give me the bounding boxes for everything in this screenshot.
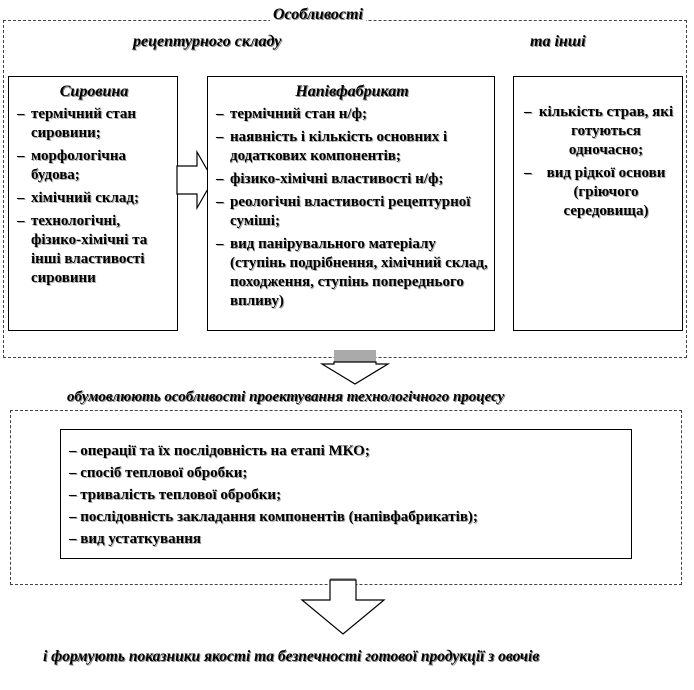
list-item: – тривалість теплової обробки; <box>69 487 282 503</box>
semi-product-title: Напівфабрикат <box>295 83 409 100</box>
list-item: – фізико-хімічні властивості н/ф; <box>216 170 488 189</box>
list-item: – наявність і кількість основних і додаткових компонентів; <box>216 128 488 166</box>
footer-title: і формують показники якості та безпечності готової продукції з овочів <box>43 648 540 665</box>
list-item: – технологічні, фізико-хімічні та інші властивості сировини <box>17 212 171 288</box>
list-item: – вид устаткування <box>69 531 201 547</box>
list-item: – кількість страв, які готуються одночасно; <box>524 103 674 160</box>
list-item: – вид рідкої основи (гріючого середовища) <box>524 164 674 221</box>
process-list <box>69 440 621 550</box>
semi-product-box <box>207 76 495 331</box>
header-others: та інші <box>530 33 586 50</box>
middle-title: обумовлюють особливості проектування технологічного процесу <box>67 389 505 405</box>
list-item: – вид панірувального матеріалу (ступінь подрібнення, хімічний склад, походження, ступінь попереднього впливу) <box>216 235 488 311</box>
header-title: Особливості <box>270 6 366 24</box>
raw-material-title: Сировина <box>59 83 129 100</box>
raw-material-list <box>17 105 171 288</box>
semi-product-list <box>216 105 488 311</box>
list-item: – операції та їх послідовність на етапі МКО; <box>69 443 370 459</box>
list-item: – спосіб теплової обробки; <box>69 465 248 481</box>
other-factors-list <box>524 103 674 221</box>
list-item: – морфологічна будова; <box>17 147 171 185</box>
list-item: – хімічний склад; <box>17 189 171 208</box>
list-item: – послідовність закладання компонентів (напівфабрикатів); <box>69 509 478 525</box>
other-factors-box <box>513 76 683 331</box>
header-subtitle: рецептурного складу <box>133 33 282 50</box>
down-arrow-icon <box>298 578 388 636</box>
list-item: – термічний стан н/ф; <box>216 105 488 124</box>
raw-material-box <box>8 76 178 331</box>
process-box <box>60 429 632 559</box>
list-item: – термічний стан сировини; <box>17 105 171 143</box>
list-item: – реологічні властивості рецептурної суміші; <box>216 193 488 231</box>
down-arrow-icon <box>320 350 390 386</box>
